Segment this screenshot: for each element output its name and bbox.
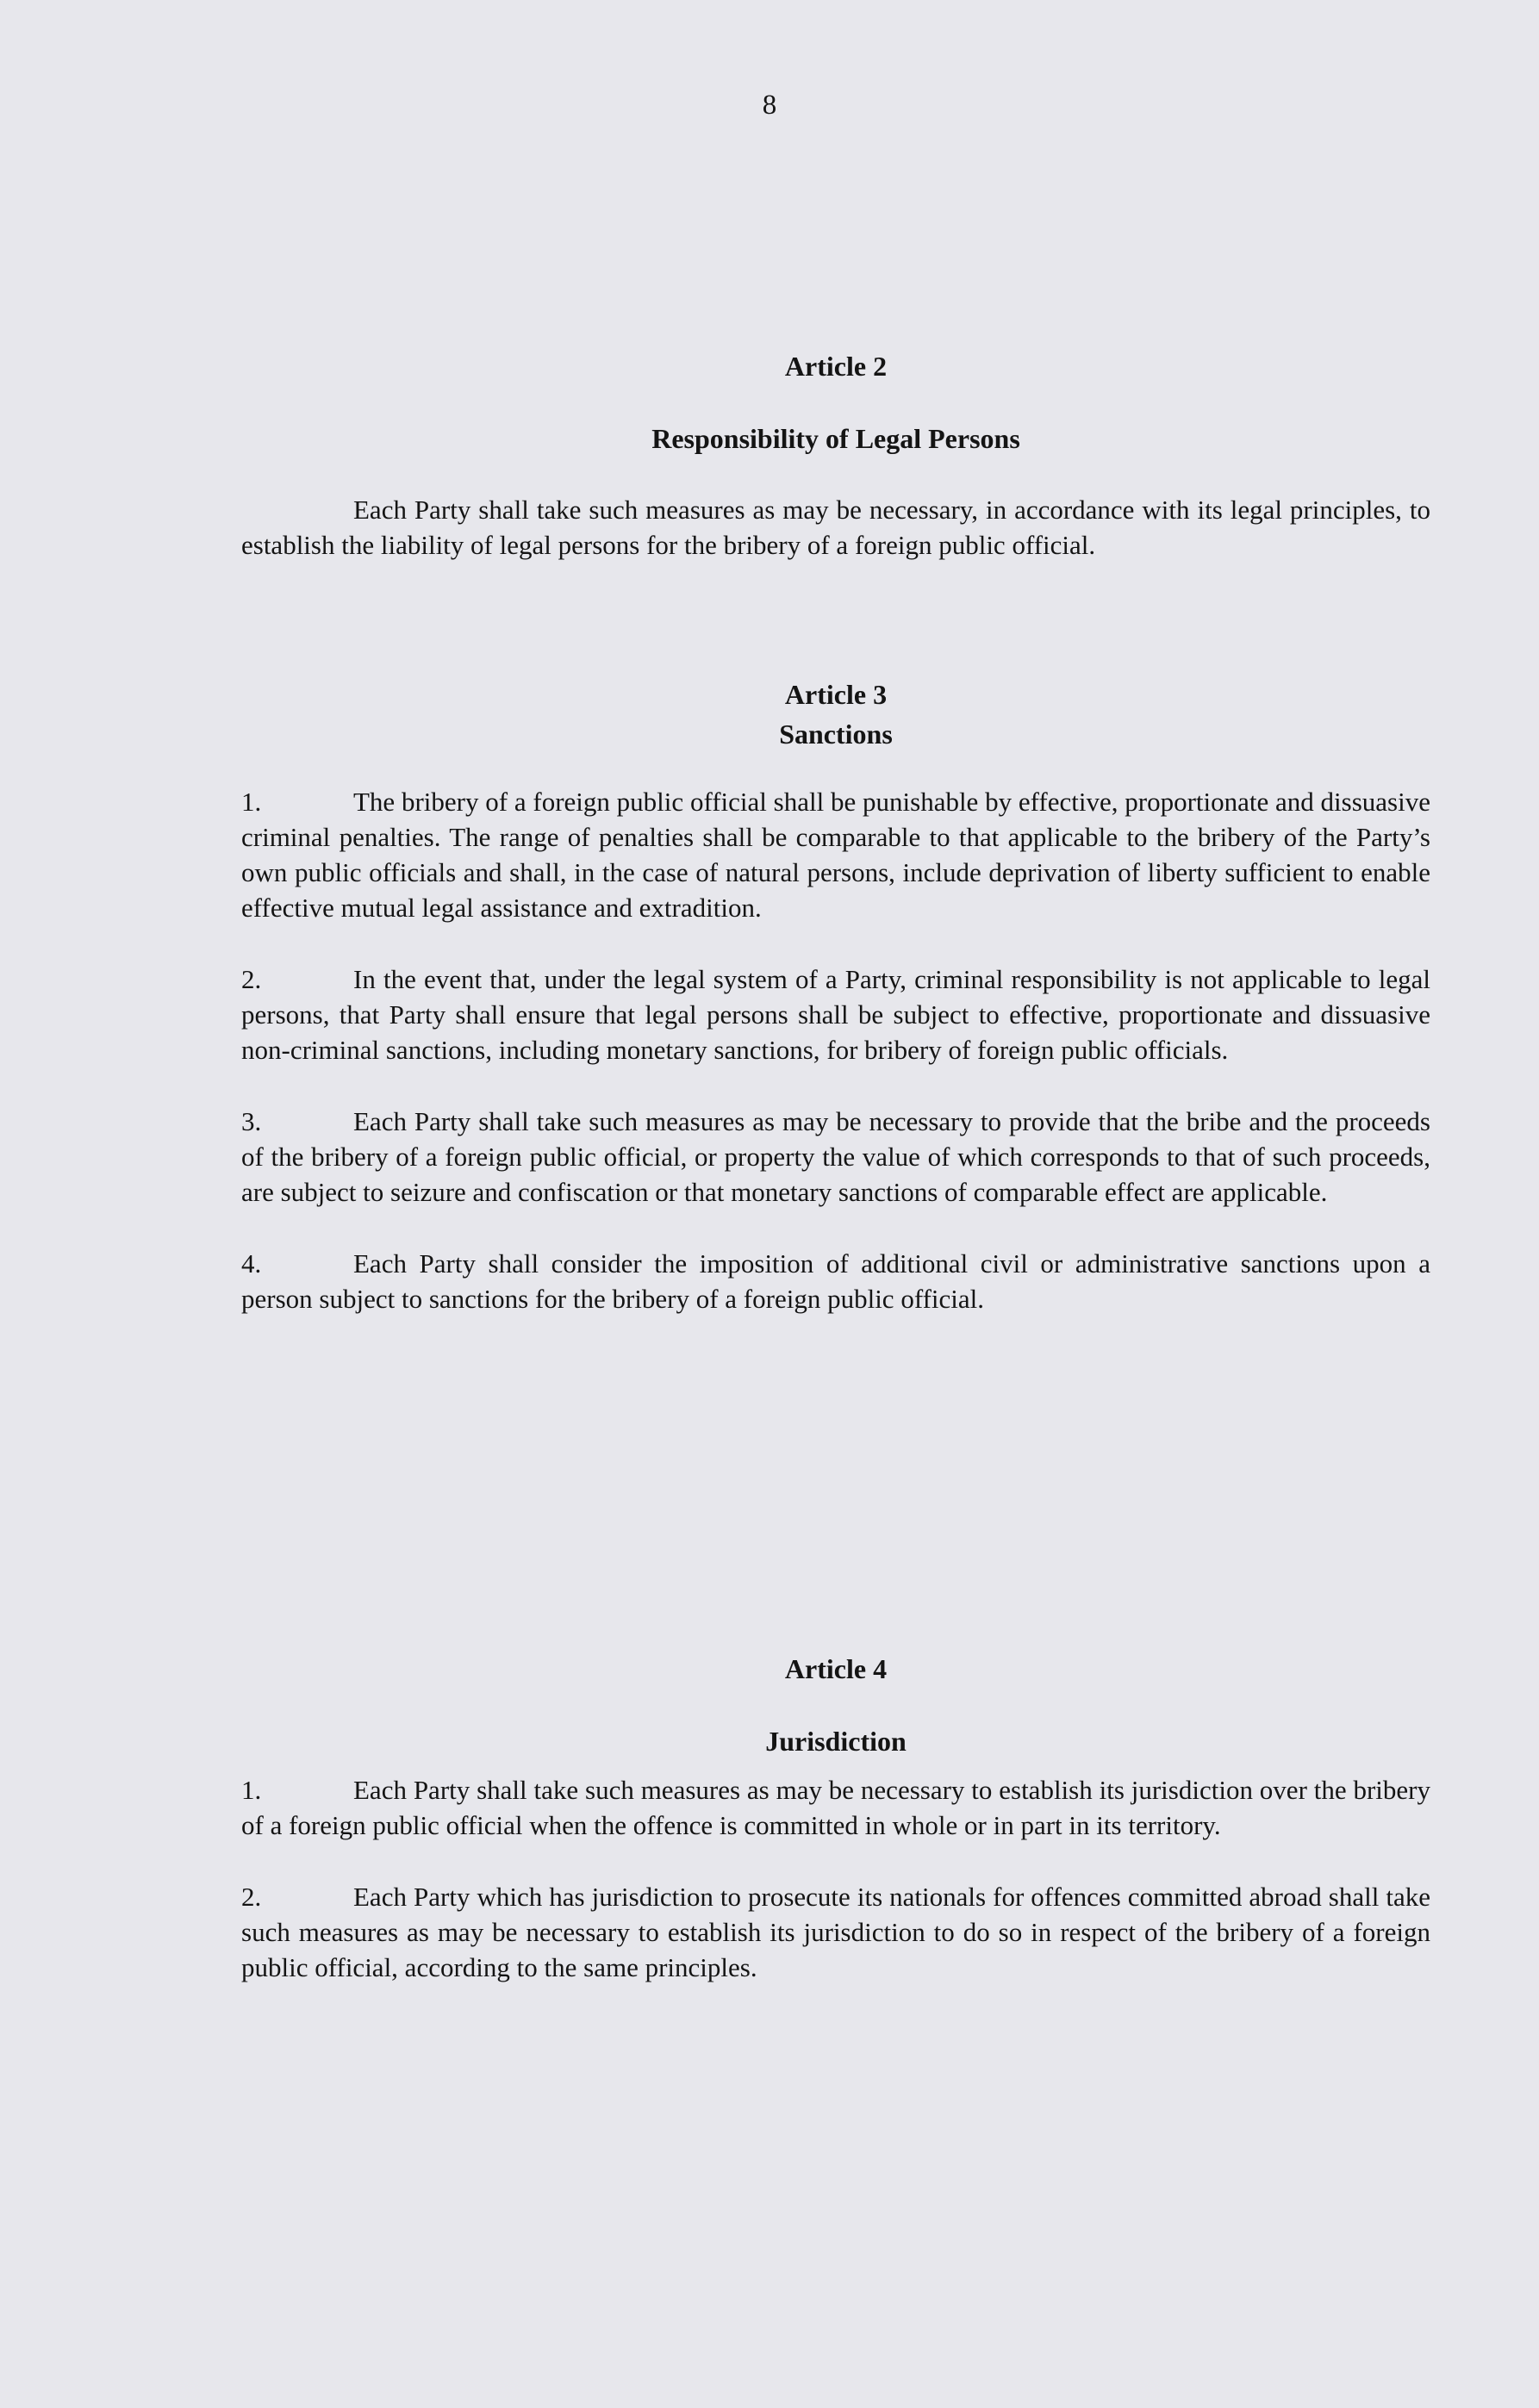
article-3 [241,677,1430,1316]
paragraph-text: The bribery of a foreign public official shall be punishable by effective, proportionate and dissuasive criminal penalties. The range of penalties shall be comparable to that applicable to the bribery of the Party’s own public officials and shall, in the case of natural persons, include deprivation of liberty sufficient to enable effective mutual legal assistance and extradition. [241,787,1430,923]
paragraph-number: 2. [241,964,262,994]
article-paragraph [241,1104,1430,1210]
paragraph-text: Each Party shall take such measures as may be necessary to provide that the bribe and the proceeds of the bribery of a foreign public official, or property the value of which corresponds to that of such proceeds, are subject to seizure and confiscation or that monetary sanctions of comparable effect are applicable. [241,1106,1430,1207]
paragraph-text: Each Party which has jurisdiction to prosecute its nationals for offences committed abroad shall take such measures as may be necessary to establish its jurisdiction to do so in respect of the bribery of a foreign public official, according to the same principles. [241,1882,1430,1982]
article-title: Article 4 [784,1653,888,1684]
article-paragraph [241,784,1430,925]
paragraph-number: 4. [241,1248,262,1279]
article-subtitle: Responsibility of Legal Persons [651,423,1020,454]
paragraph-number: 1. [241,1775,262,1805]
article-paragraph [241,1246,1430,1316]
paragraph-text: In the event that, under the legal system of a Party, criminal responsibility is not applicable to legal persons, that Party shall ensure that legal persons shall be subject to effective, proportionate and dissuasive non-criminal sanctions, including monetary sanctions, for bribery of foreign public officials. [241,964,1430,1065]
paragraph-number: 2. [241,1882,262,1912]
paragraph-number: 3. [241,1106,262,1136]
article-paragraph [241,961,1430,1067]
paragraph-text: Each Party shall take such measures as may be necessary to establish its jurisdiction over the bribery of a foreign public official when the offence is committed in whole or in part in its territory. [241,1775,1430,1840]
paragraph-number: 1. [241,787,262,817]
article-paragraph: Each Party shall take such measures as may be necessary, in accordance with its legal principles, to establish the liability of legal persons for the bribery of a foreign public official. [241,495,1430,560]
article-title: Article 3 [784,679,888,710]
article-subtitle: Jurisdiction [765,1726,907,1757]
article-paragraph [241,1879,1430,1985]
article-2 [241,349,1430,563]
article-paragraph [241,1772,1430,1843]
page-number: 8 [762,90,777,121]
article-4 [241,1652,1430,1985]
paragraph-text: Each Party shall consider the imposition of additional civil or administrative sanctions upon a person subject to sanctions for the bribery of a foreign public official. [241,1248,1430,1314]
article-title: Article 2 [784,351,888,382]
article-subtitle: Sanctions [779,719,893,750]
